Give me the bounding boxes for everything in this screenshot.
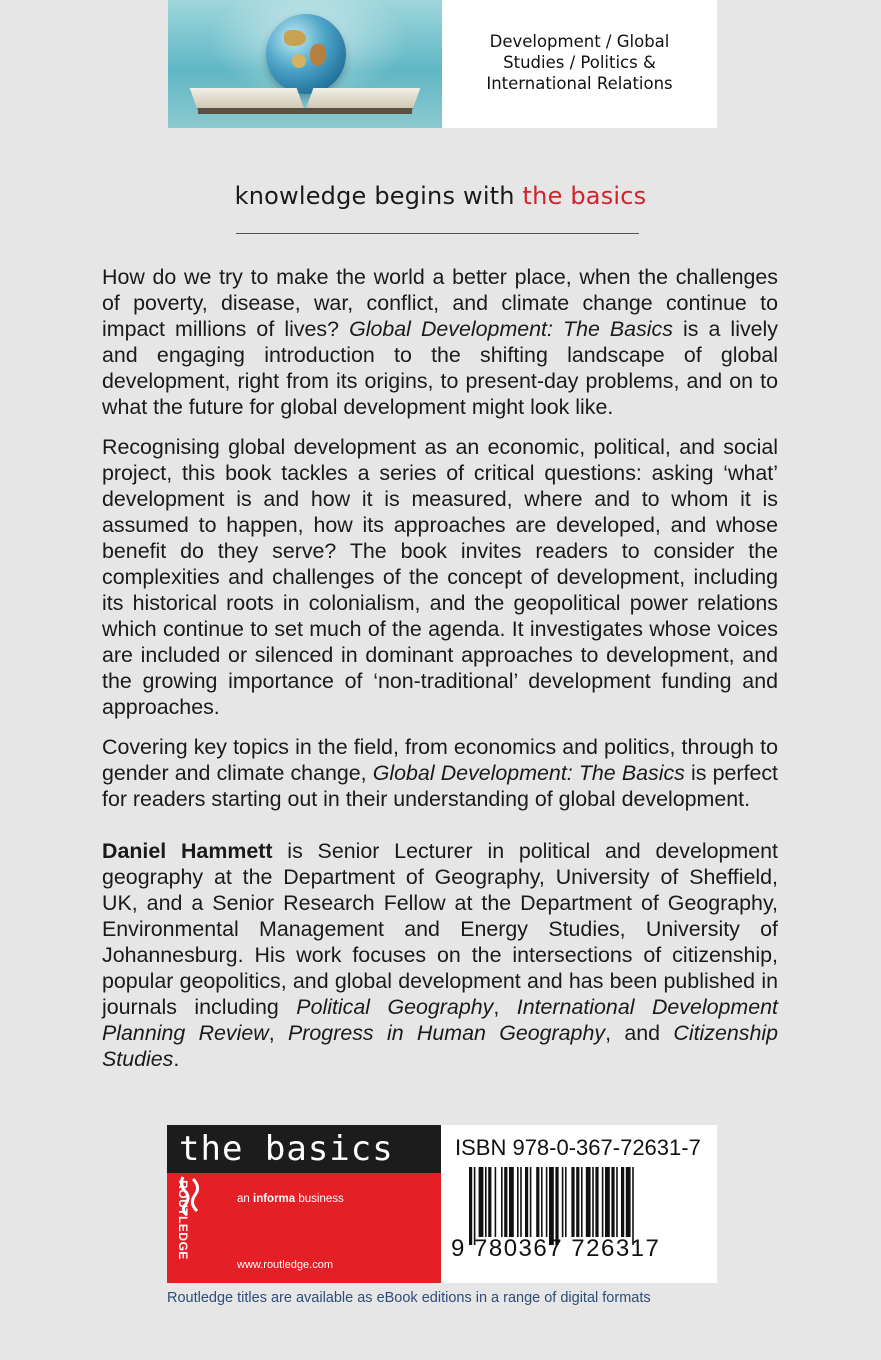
book-title: Global Development: The Basics — [372, 761, 685, 785]
barcode-bar — [586, 1167, 591, 1237]
journal-title: Citizenship Studies — [102, 1021, 778, 1071]
barcode-bar — [530, 1167, 532, 1237]
informa-text: business — [295, 1193, 344, 1205]
barcode-bar — [488, 1167, 491, 1237]
barcode-bar — [621, 1167, 624, 1237]
barcode-bar — [611, 1167, 614, 1237]
blurb-paragraph-3 — [102, 734, 778, 812]
barcode-icon — [455, 1167, 705, 1245]
divider — [236, 233, 639, 234]
journal-title: International Development Planning Review — [102, 995, 778, 1045]
footer-box — [167, 1125, 717, 1283]
barcode-bar — [525, 1167, 528, 1237]
barcode-bar — [571, 1167, 574, 1237]
author-bio — [102, 838, 778, 1072]
barcode-bar — [546, 1167, 548, 1237]
informa-brand: informa — [253, 1193, 296, 1205]
category-box — [442, 0, 717, 128]
category-line: Development / Global — [489, 31, 670, 51]
blurb-text: is perfect for readers starting out in their understanding of global development. — [102, 761, 778, 811]
barcode-bar — [509, 1167, 514, 1237]
barcode-bar — [541, 1167, 543, 1237]
barcode-bar — [602, 1167, 604, 1237]
bio-text: . — [173, 1047, 180, 1071]
bio-text: , — [493, 995, 517, 1019]
barcode-bar — [565, 1167, 567, 1237]
barcode-digits: 9 780367 726317 — [451, 1235, 661, 1262]
barcode-bar — [581, 1167, 583, 1237]
blurb-text: Covering key topics in the field, from economics and politics, through to gender and climate change, — [102, 735, 778, 785]
barcode-bar — [501, 1167, 503, 1237]
bio-text: , — [268, 1021, 289, 1045]
barcode-bar — [479, 1167, 484, 1237]
category-text — [486, 31, 672, 94]
barcode-bar — [549, 1167, 554, 1245]
bio-text: , and — [605, 1021, 674, 1045]
bio-text: is Senior Lecturer in political and development geography at the Department of Geography, University of Sheffield, UK, and a Senior Research Fellow at the Department of Geography, Environmental Management and Energy Studies, University of Johannesburg. His work focuses on the intersections of citizenship, popular geopolitics, and global development and has been published in journals including — [102, 839, 778, 1019]
category-line: Studies / Politics & — [503, 52, 656, 72]
blurb-text: is a lively and engaging introduction to the shifting landscape of global development, right from its origins, to present-day problems, and on to what the future for global development might look like. — [102, 317, 778, 419]
barcode-bar — [474, 1167, 476, 1245]
barcode-bar — [562, 1167, 564, 1237]
blurb-paragraph-1 — [102, 264, 778, 420]
series-box — [167, 1125, 441, 1283]
globe-icon — [266, 14, 346, 94]
cover-image — [168, 0, 442, 128]
blurb-text: How do we try to make the world a better place, when the challenges of poverty, disease, war, conflict, and climate change continue to impact millions of lives? — [102, 265, 778, 341]
barcode-bar — [469, 1167, 472, 1245]
publisher-panel — [167, 1173, 441, 1283]
barcode-bar — [555, 1167, 558, 1245]
author-name: Daniel Hammett — [102, 839, 273, 863]
tagline-prefix: knowledge begins with — [234, 182, 523, 210]
barcode-bar — [605, 1167, 610, 1237]
publisher-website: www.routledge.com — [237, 1259, 333, 1271]
barcode-bar — [626, 1167, 631, 1237]
journal-title: Progress in Human Geography — [288, 1021, 606, 1045]
barcode-bar — [632, 1167, 634, 1245]
tagline-accent: the basics — [522, 182, 647, 210]
back-cover-blurb — [102, 264, 778, 1086]
top-banner — [168, 0, 717, 128]
informa-tagline — [237, 1193, 344, 1205]
barcode-box — [441, 1125, 717, 1283]
ebook-note: Routledge titles are available as eBook editions in a range of digital formats — [167, 1290, 651, 1306]
barcode-bar — [576, 1167, 579, 1237]
barcode-bar — [592, 1167, 594, 1237]
series-name: the basics — [167, 1125, 441, 1173]
publisher-name: ROUTLEDGE — [176, 1180, 190, 1260]
blurb-paragraph-2: Recognising global development as an economic, political, and social project, this book tackles a series of critical questions: asking ‘what’ development is and how it is measured, where and to whom it is assumed to happen, how its approaches are developed, and whose benefit do they serve? The book invites readers to consider the complexities and challenges of the concept of development, including its historical roots in colonialism, and the geopolitical power relations which continue to set much of the agenda. It investigates whose voices are included or silenced in dominant approaches to development, and the growing importance of ‘non-traditional’ development funding and approaches. — [102, 435, 778, 719]
barcode-bar — [517, 1167, 519, 1237]
isbn-label: ISBN 978-0-367-72631-7 — [455, 1135, 701, 1160]
barcode-bar — [504, 1167, 507, 1237]
barcode-bar — [536, 1167, 539, 1237]
journal-title: Political Geography — [296, 995, 494, 1019]
category-line: International Relations — [486, 73, 673, 93]
informa-text: an — [237, 1193, 253, 1205]
open-book-icon — [198, 88, 412, 112]
tagline — [0, 182, 881, 210]
book-title: Global Development: The Basics — [349, 317, 673, 341]
barcode-bar — [520, 1167, 522, 1237]
barcode-bar — [495, 1167, 497, 1237]
barcode-bar — [485, 1167, 487, 1237]
barcode-bar — [595, 1167, 598, 1237]
barcode-bar — [616, 1167, 618, 1237]
